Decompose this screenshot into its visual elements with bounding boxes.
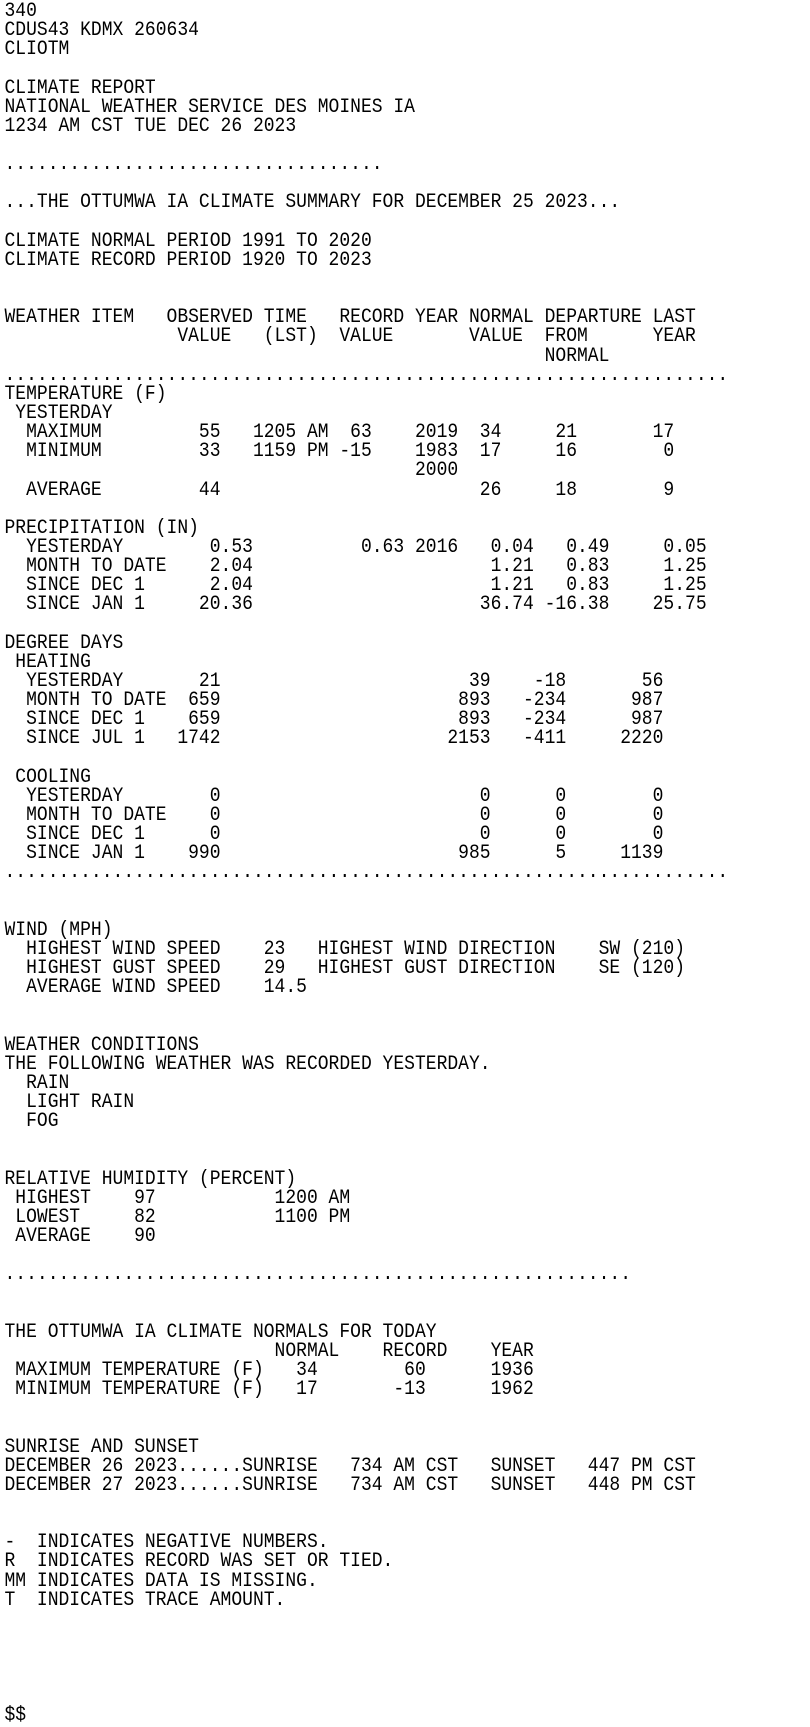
report-line bbox=[5, 1610, 730, 1629]
report-line: MINIMUM TEMPERATURE (F) 17 -13 1962 bbox=[4, 1378, 534, 1402]
report-line: AVERAGE WIND SPEED 14.5 bbox=[4, 976, 307, 1000]
report-line bbox=[5, 1686, 730, 1705]
report-line bbox=[5, 1648, 730, 1667]
report-line: SINCE JUL 1 1742 2153 -411 2220 bbox=[4, 727, 664, 751]
report-line: FOG bbox=[4, 1110, 59, 1134]
report-line: COOLING bbox=[4, 765, 91, 789]
report-line bbox=[5, 1016, 730, 1035]
report-line: CLIMATE RECORD PERIOD 1920 TO 2023 bbox=[4, 248, 372, 272]
report-line bbox=[5, 902, 730, 921]
report-line: WEATHER CONDITIONS bbox=[4, 1033, 199, 1057]
report-line: YESTERDAY 21 39 -18 56 bbox=[4, 669, 664, 693]
report-line: CLIMATE NORMAL PERIOD 1991 TO 2020 bbox=[4, 229, 372, 253]
report-line: WEATHER ITEM OBSERVED TIME RECORD YEAR NORMAL DEPARTURE LAST bbox=[4, 306, 696, 330]
report-line: AVERAGE 44 26 18 9 bbox=[4, 478, 675, 502]
report-line bbox=[5, 270, 730, 289]
report-line: WIND (MPH) bbox=[4, 918, 113, 942]
report-line: MONTH TO DATE 0 0 0 0 bbox=[4, 803, 664, 827]
report-line: ................................................................... bbox=[4, 363, 729, 387]
report-line: $$ bbox=[4, 1703, 27, 1727]
report-line: 1234 AM CST TUE DEC 26 2023 bbox=[4, 114, 297, 138]
report-line: TEMPERATURE (F) bbox=[4, 382, 167, 406]
report-line bbox=[5, 500, 730, 519]
report-line: DECEMBER 27 2023......SUNRISE 734 AM CST SUNSET 448 PM CST bbox=[4, 1473, 696, 1497]
report-line: SINCE DEC 1 659 893 -234 987 bbox=[4, 708, 664, 732]
report-line: YESTERDAY 0.53 0.63 2016 0.04 0.49 0.05 bbox=[4, 535, 707, 559]
report-line: CLIMATE REPORT bbox=[4, 76, 156, 100]
report-line bbox=[5, 1284, 730, 1303]
report-line bbox=[5, 1667, 730, 1686]
report-line: - INDICATES NEGATIVE NUMBERS. bbox=[4, 1531, 329, 1555]
report-line: HIGHEST 97 1200 AM bbox=[4, 1186, 351, 1210]
report-line: LOWEST 82 1100 PM bbox=[4, 1205, 351, 1229]
report-line: NORMAL bbox=[4, 344, 610, 368]
report-line: .......................................................... bbox=[4, 1263, 632, 1287]
report-line: THE FOLLOWING WEATHER WAS RECORDED YESTERDAY. bbox=[4, 1052, 491, 1076]
report-line: PRECIPITATION (IN) bbox=[4, 516, 199, 540]
report-line: MAXIMUM TEMPERATURE (F) 34 60 1936 bbox=[4, 1358, 534, 1382]
report-line: DEGREE DAYS bbox=[4, 631, 124, 655]
report-line: HIGHEST WIND SPEED 23 HIGHEST WIND DIRECTION SW (210) bbox=[4, 937, 686, 961]
report-line: MONTH TO DATE 659 893 -234 987 bbox=[4, 689, 664, 713]
report-line bbox=[5, 748, 730, 767]
report-line: ................................... bbox=[4, 153, 383, 177]
report-line: NORMAL RECORD YEAR bbox=[4, 1339, 534, 1363]
report-line: HIGHEST GUST SPEED 29 HIGHEST GUST DIRECTION SE (120) bbox=[4, 957, 686, 981]
report-line: RELATIVE HUMIDITY (PERCENT) bbox=[4, 1167, 297, 1191]
report-line bbox=[5, 213, 730, 232]
report-line bbox=[5, 59, 730, 78]
report-line bbox=[5, 1399, 730, 1418]
report-line: MONTH TO DATE 2.04 1.21 0.83 1.25 bbox=[4, 555, 707, 579]
report-line bbox=[5, 1418, 730, 1437]
report-line: YESTERDAY bbox=[4, 401, 113, 425]
report-line: ...THE OTTUMWA IA CLIMATE SUMMARY FOR DECEMBER 25 2023... bbox=[4, 191, 621, 215]
report-line: MINIMUM 33 1159 PM -15 1983 17 16 0 bbox=[4, 440, 675, 464]
report-line: ................................................................... bbox=[4, 861, 729, 885]
report-line: SINCE JAN 1 990 985 5 1139 bbox=[4, 842, 664, 866]
report-line bbox=[5, 615, 730, 634]
report-line: 2000 bbox=[4, 459, 459, 483]
report-line: THE OTTUMWA IA CLIMATE NORMALS FOR TODAY bbox=[4, 1320, 437, 1344]
report-line: RAIN bbox=[4, 1071, 70, 1095]
report-line bbox=[5, 1495, 730, 1514]
report-line: SINCE DEC 1 2.04 1.21 0.83 1.25 bbox=[4, 574, 707, 598]
report-line: T INDICATES TRACE AMOUNT. bbox=[4, 1588, 286, 1612]
report-line: CDUS43 KDMX 260634 bbox=[4, 19, 199, 43]
report-line: YESTERDAY 0 0 0 0 bbox=[4, 784, 664, 808]
report-line: AVERAGE 90 bbox=[4, 1225, 156, 1248]
report-line: SINCE JAN 1 20.36 36.74 -16.38 25.75 bbox=[4, 593, 707, 617]
report-line: SUNRISE AND SUNSET bbox=[4, 1435, 199, 1459]
report-line: NATIONAL WEATHER SERVICE DES MOINES IA bbox=[4, 95, 415, 119]
report-line bbox=[5, 1629, 730, 1648]
report-line: R INDICATES RECORD WAS SET OR TIED. bbox=[4, 1550, 394, 1574]
report-line bbox=[5, 1131, 730, 1150]
report-line bbox=[5, 1304, 730, 1323]
report-line bbox=[5, 1150, 730, 1169]
report-line: CLIOTM bbox=[4, 38, 70, 62]
report-line: MAXIMUM 55 1205 AM 63 2019 34 21 17 bbox=[4, 421, 675, 445]
report-line: MM INDICATES DATA IS MISSING. bbox=[4, 1569, 318, 1593]
report-line: 340 bbox=[4, 0, 37, 23]
report-line: SINCE DEC 1 0 0 0 0 bbox=[4, 823, 664, 847]
report-line: HEATING bbox=[4, 650, 91, 674]
report-line: VALUE (LST) VALUE VALUE FROM YEAR bbox=[4, 325, 696, 349]
report-line: DECEMBER 26 2023......SUNRISE 734 AM CST SUNSET 447 PM CST bbox=[4, 1454, 696, 1478]
report-line bbox=[5, 997, 730, 1016]
report-line bbox=[5, 882, 730, 901]
report-line: LIGHT RAIN bbox=[4, 1091, 135, 1115]
